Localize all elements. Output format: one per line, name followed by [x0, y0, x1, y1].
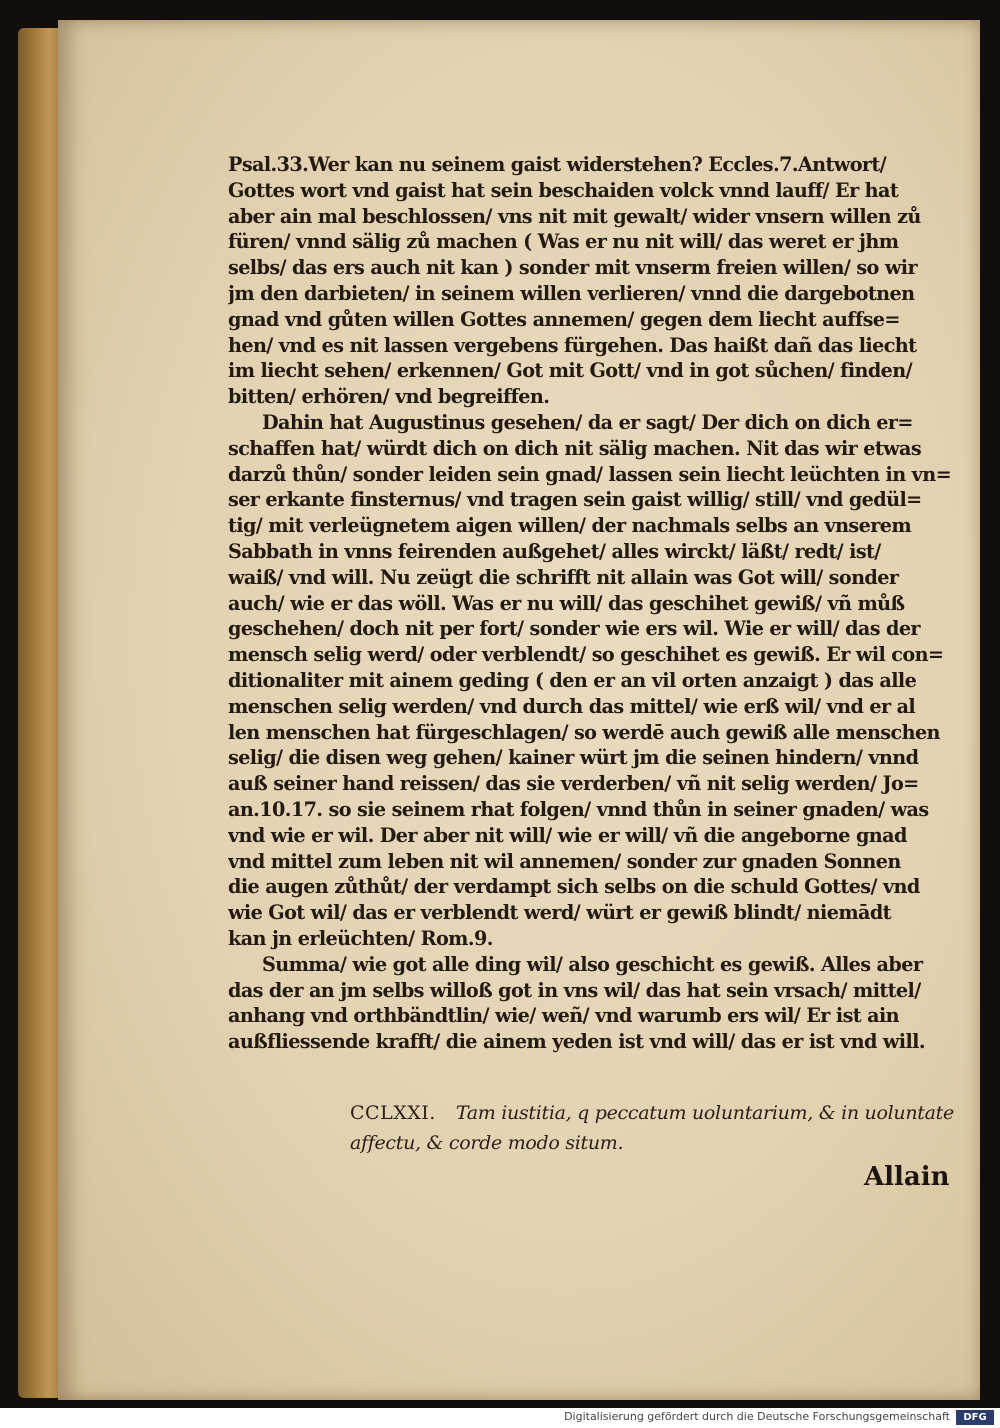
text-line: selbs/ das ers auch nit kan ) sonder mit vnserm freien willen/ so wir — [228, 256, 917, 280]
text-line: anhang vnd orthbändtlin/ wie/ weñ/ vnd warumb ers wil/ Er ist ain — [228, 1004, 899, 1028]
footer-bar — [0, 1408, 1000, 1428]
text-line: auß seiner hand reissen/ das sie verderben/ vñ nit selig werden/ Jo= — [228, 772, 919, 796]
text-line: selig/ die disen weg gehen/ kainer würt jm die seinen hindern/ vnnd — [228, 746, 919, 770]
text-line: len menschen hat fürgeschlagen/ so werdē auch gewiß alle menschen — [228, 720, 940, 744]
text-line: vnd wie er wil. Der aber nit will/ wie er will/ vñ die angeborne gnad — [228, 823, 907, 847]
text-line: an.10.17. so sie seinem rhat folgen/ vnnd thůn in seiner gnaden/ was — [228, 797, 929, 821]
catchword: Allain — [864, 1162, 950, 1192]
gloss-line-1 — [350, 1098, 960, 1128]
text-line: ditionaliter mit ainem geding ( den er an vil orten anzaigt ) das alle — [228, 668, 917, 692]
text-line: bitten/ erhören/ vnd begreiffen. — [228, 385, 550, 409]
text-line: gnad vnd gůten willen Gottes annemen/ gegen dem liecht auffse= — [228, 307, 900, 331]
text-line: mensch selig werd/ oder verblendt/ so geschihet es gewiß. Er wil con= — [228, 643, 944, 667]
main-text-block — [228, 152, 958, 1055]
text-line: vnd mittel zum leben nit wil annemen/ sonder zur gnaden Sonnen — [228, 849, 901, 873]
text-line: kan jn erleüchten/ Rom.9. — [228, 926, 493, 950]
margin-gloss — [350, 1098, 960, 1158]
text-line: die augen zůthůt/ der verdampt sich selbs on die schuld Gottes/ vnd — [228, 875, 920, 899]
text-line: auch/ wie er das wöll. Was er nu will/ das geschihet gewiß/ vñ můß — [228, 591, 905, 615]
text-line: außfliessende krafft/ die ainem yeden ist vnd will/ das er ist vnd will. — [228, 1030, 925, 1054]
paragraph-start-line: Dahin hat Augustinus gesehen/ da er sagt/ Der dich on dich er= — [262, 410, 913, 434]
paragraph-start-line: Summa/ wie got alle ding wil/ also geschicht es gewiß. Alles aber — [262, 952, 923, 976]
text-line: waiß/ vnd will. Nu zeügt die schrifft nit allain was Got will/ sonder — [228, 565, 899, 589]
gloss-line-2 — [350, 1128, 960, 1158]
text-line: schaffen hat/ würdt dich on dich nit sälig machen. Nit das wir etwas — [228, 436, 922, 460]
dfg-logo: DFG — [956, 1410, 994, 1425]
text-line: füren/ vnnd sälig zů machen ( Was er nu nit will/ das weret er jhm — [228, 230, 899, 254]
text-line: darzů thůn/ sonder leiden sein gnad/ lassen sein liecht leüchten in vn= — [228, 462, 952, 486]
text-line: im liecht sehen/ erkennen/ Got mit Gott/ vnd in got sůchen/ finden/ — [228, 359, 913, 383]
text-line: das der an jm selbs willoß got in vns wil/ das hat sein vrsach/ mittel/ — [228, 978, 921, 1002]
text-line: hen/ vnd es nit lassen vergebens fürgehen. Das haißt dañ das liecht — [228, 333, 917, 357]
text-line: Psal.33.Wer kan nu seinem gaist widerstehen? Eccles.7.Antwort/ — [228, 153, 887, 176]
text-line: geschehen/ doch nit per fort/ sonder wie ers wil. Wie er will/ das der — [228, 617, 920, 641]
text-line: Gottes wort vnd gaist hat sein beschaiden volck vnnd lauff/ Er hat — [228, 178, 899, 202]
text-line: wie Got wil/ das er verblendt werd/ würt er gewiß blindt/ niemādt — [228, 901, 891, 925]
footer-credit: Digitalisierung gefördert durch die Deutsche Forschungsgemeinschaft — [564, 1410, 950, 1423]
text-line: jm den darbieten/ in seinem willen verlieren/ vnnd die dargebotnen — [228, 281, 915, 305]
text-line: tig/ mit verleügnetem aigen willen/ der nachmals selbs an vnserem — [228, 514, 912, 538]
text-line: Sabbath in vnns feirenden außgehet/ alles wirckt/ läßt/ redt/ ist/ — [228, 539, 881, 563]
gloss-text-1: Tam iustitia, q peccatum uoluntarium, & in uoluntate — [455, 1102, 954, 1124]
gloss-text-2: affectu, & corde modo situm. — [350, 1132, 624, 1154]
gloss-number: CCLXXI. — [350, 1102, 436, 1124]
text-line: menschen selig werden/ vnd durch das mittel/ wie erß wil/ vnd er al — [228, 694, 916, 718]
text-line: aber ain mal beschlossen/ vns nit mit gewalt/ wider vnsern willen zů — [228, 204, 921, 228]
text-line: ser erkante finsternus/ vnd tragen sein gaist willig/ still/ vnd gedül= — [228, 488, 922, 512]
